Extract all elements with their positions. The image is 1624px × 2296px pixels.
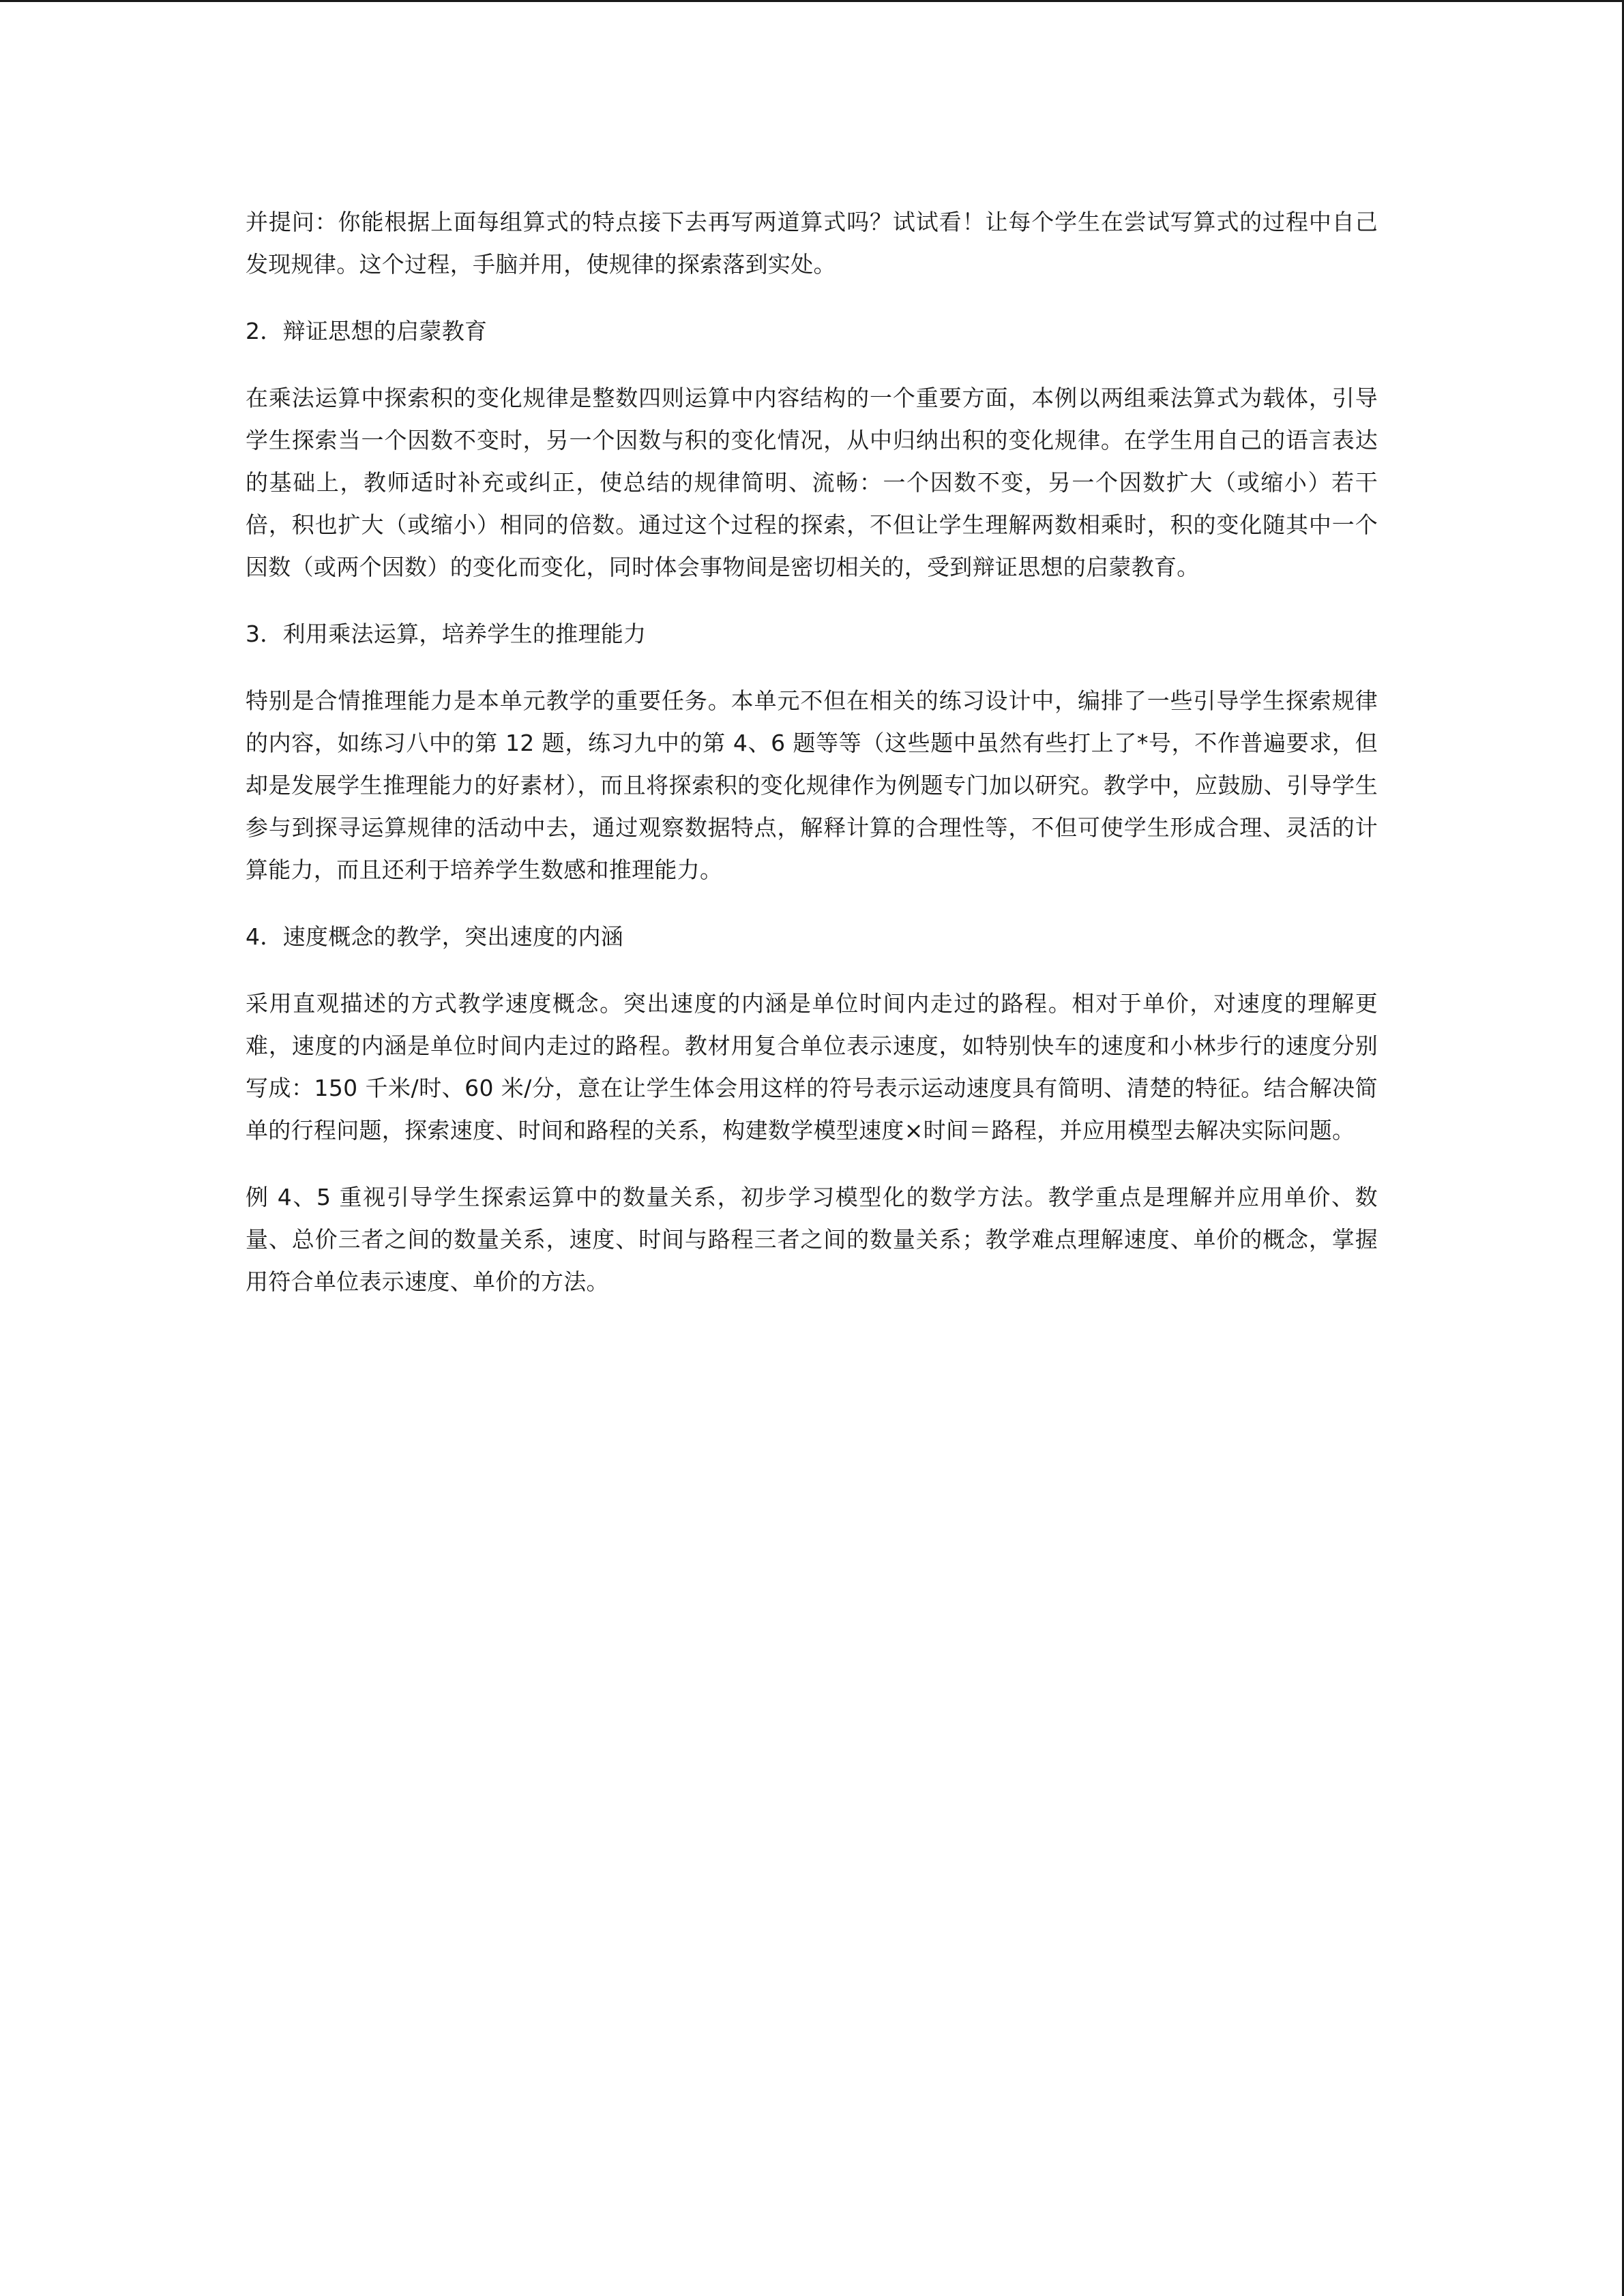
paragraph-intro: 并提问：你能根据上面每组算式的特点接下去再写两道算式吗？试试看！让每个学生在尝试写算式的过程中自己发现规律。这个过程，手脑并用，使规律的探索落到实处。 bbox=[246, 209, 1378, 278]
section-heading-2: 2．辩证思想的启蒙教育 bbox=[246, 318, 488, 344]
section-heading-4: 4．速度概念的教学，突出速度的内涵 bbox=[246, 923, 624, 950]
paragraph-dialectic: 在乘法运算中探索积的变化规律是整数四则运算中内容结构的一个重要方面，本例以两组乘法算式为载体，引导学生探索当一个因数不变时，另一个因数与积的变化情况，从中归纳出积的变化规律。在学生用自己的语言表达的基础上，教师适时补充或纠正，使总结的规律简明、流畅：一个因数不变，另一个因数扩大（或缩小）若干倍，积也扩大（或缩小）相同的倍数。通过这个过程的探索，不但让学生理解两数相乘时，积的变化随其中一个因数（或两个因数）的变化而变化，同时体会事物间是密切相关的，受到辩证思想的启蒙教育。 bbox=[246, 385, 1378, 580]
document-body bbox=[246, 201, 1378, 1328]
paragraph-examples: 例 4、5 重视引导学生探索运算中的数量关系，初步学习模型化的数学方法。教学重点是理解并应用单价、数量、总价三者之间的数量关系，速度、时间与路程三者之间的数量关系；教学难点理解速度、单价的概念，掌握用符合单位表示速度、单价的方法。 bbox=[246, 1184, 1378, 1295]
paragraph-speed: 采用直观描述的方式教学速度概念。突出速度的内涵是单位时间内走过的路程。相对于单价，对速度的理解更难，速度的内涵是单位时间内走过的路程。教材用复合单位表示速度，如特别快车的速度和小林步行的速度分别写成：150 千米/时、60 米/分，意在让学生体会用这样的符号表示运动速度具有简明、清楚的特征。结合解决简单的行程问题，探索速度、时间和路程的关系，构建数学模型速度×时间＝路程，并应用模型去解决实际问题。 bbox=[246, 990, 1378, 1144]
section-heading-3: 3．利用乘法运算，培养学生的推理能力 bbox=[246, 621, 647, 647]
paragraph-reasoning: 特别是合情推理能力是本单元教学的重要任务。本单元不但在相关的练习设计中，编排了一些引导学生探索规律的内容，如练习八中的第 12 题，练习九中的第 4、6 题等等（这些题中虽然有些打上了*号，不作普遍要求，但却是发展学生推理能力的好素材），而且将探索积的变化规律作为例题专门加以研究。教学中，应鼓励、引导学生参与到探寻运算规律的活动中去，通过观察数据特点，解释计算的合理性等，不但可使学生形成合理、灵活的计算能力，而且还利于培养学生数感和推理能力。 bbox=[246, 687, 1378, 883]
